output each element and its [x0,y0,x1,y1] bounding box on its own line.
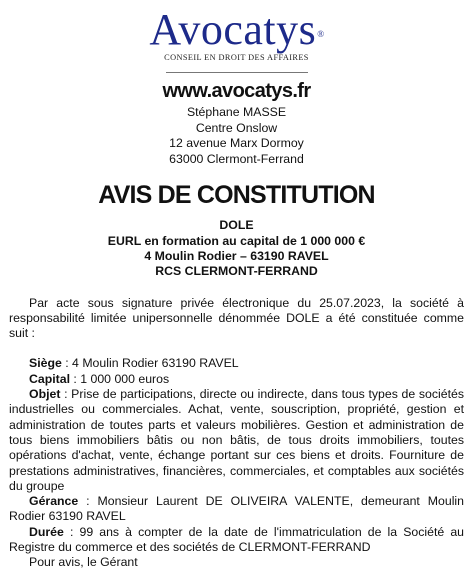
entity-form: EURL en formation au capital de 1 000 000 € [107,233,366,248]
capital-label: Capital [29,371,70,386]
logo-wordmark: Avocatys® [149,5,325,54]
avocatys-logo [9,5,464,62]
duree-value: : 99 ans à compter de la date de l'immatriculation de la Société au Registre du commerce et des sociétés de CLERMONT-FERRAND [9,524,464,555]
address-name: Stéphane MASSE [186,105,287,119]
logo-tagline: CONSEIL EN DROIT DES AFFAIRES [164,53,309,62]
website: www.avocatys.fr [162,80,311,102]
divider [166,72,308,73]
intro-paragraph: Par acte sous signature privée électronique du 25.07.2023, la société à responsabilité limitée unipersonnelle dénommée DOLE a été constituée comme suit : [9,295,464,341]
objet-paragraph [9,387,464,494]
notice-title: AVIS DE CONSTITUTION [98,181,375,210]
duree-label: Durée [29,524,64,539]
entity-name: DOLE [219,218,254,233]
siege-label: Siège [29,356,62,371]
address-city: 63000 Clermont-Ferrand [169,151,304,166]
capital-line [9,372,464,387]
gerance-value: : Monsieur Laurent DE OLIVEIRA VALENTE, demeurant Moulin Rodier 63190 RAVEL [9,494,464,524]
gerance-label: Gérance [29,494,79,509]
entity-address: 4 Moulin Rodier – 63190 RAVEL [144,248,329,263]
siege-value: : 4 Moulin Rodier 63190 RAVEL [61,356,239,371]
address-street: 12 avenue Marx Dormoy [169,136,304,151]
notice-body [9,296,464,571]
address-building: Centre Onslow [195,120,278,135]
capital-value: : 1 000 000 euros [70,371,170,386]
entity-rcs: RCS CLERMONT-FERRAND [155,264,318,279]
objet-value: : Prise de participations, directe ou indirecte, dans tous types de sociétés industrielles ou commerciales. Achat, vente, souscription, propriété, gestion et administration de toutes parts et valeurs mobilières. Gestion et administration de tous biens immobiliers bâtis ou non bâtis, de tous droits immobiliers, toutes opérations d'achat, vente, échange portant sur ces biens et droits. Fourniture de prestations administratives, financières, commerciales, et comptables aux sociétés du groupe [9,387,464,493]
duree-paragraph [9,525,464,556]
legal-notice [0,5,473,570]
gerance-paragraph [9,494,464,525]
siege-line [9,356,464,371]
objet-label: Objet [29,387,61,402]
firm-address [9,105,464,167]
entity-block [9,218,464,279]
closing-line: Pour avis, le Gérant [29,555,138,570]
